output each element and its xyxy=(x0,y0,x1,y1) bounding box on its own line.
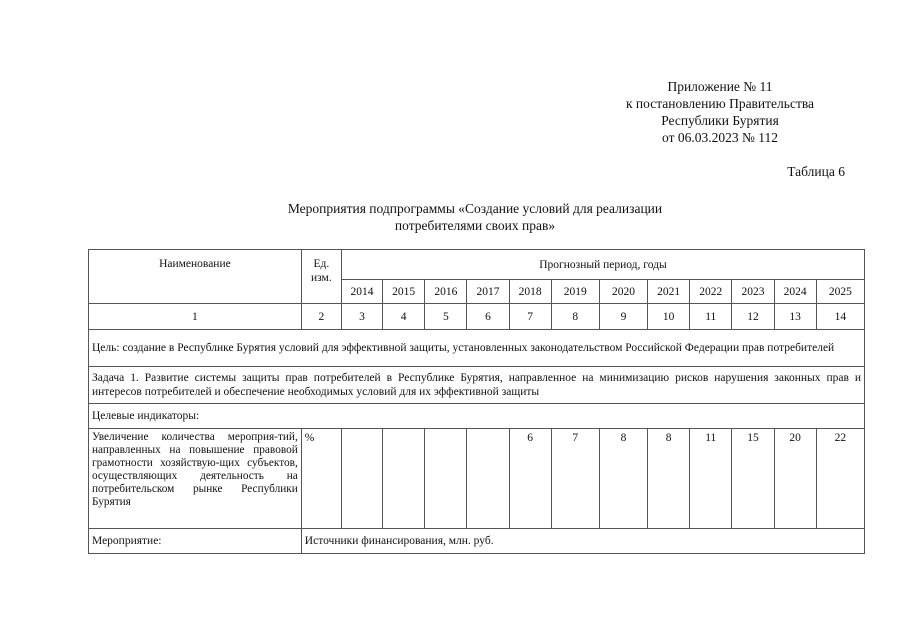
year-cell: 2016 xyxy=(425,280,467,304)
indicator-value: 20 xyxy=(774,429,816,529)
table-label: Таблица 6 xyxy=(787,164,845,179)
year-cell: 2015 xyxy=(383,280,425,304)
column-number: 2 xyxy=(301,304,341,330)
indicators-label: Целевые индикаторы: xyxy=(89,404,865,429)
year-cell: 2020 xyxy=(599,280,647,304)
appendix-resolution: к постановлению Правительства xyxy=(625,96,815,111)
appendix-block xyxy=(600,78,840,146)
appendix-date: от 06.03.2023 № 112 xyxy=(662,130,778,145)
task-text: Задача 1. Развитие системы защиты прав потребителей в Республике Бурятия, направленное на минимизацию рисков нарушения законных прав и интересов потребителей и обеспечение необходимых условий для их эффективной защиты xyxy=(89,367,865,404)
financing-label: Источники финансирования, млн. руб. xyxy=(301,529,864,554)
column-number: 12 xyxy=(732,304,774,330)
column-numbers-row xyxy=(89,304,865,330)
year-cell: 2019 xyxy=(551,280,599,304)
indicator-value: 8 xyxy=(648,429,690,529)
document-title xyxy=(215,200,735,234)
indicator-unit: % xyxy=(301,429,341,529)
column-number: 8 xyxy=(551,304,599,330)
column-number: 6 xyxy=(467,304,509,330)
indicator-value: 11 xyxy=(690,429,732,529)
goal-text: Цель: создание в Республике Бурятия условий для эффективной защиты, установленных законодательством Российской Федерации прав потребителей xyxy=(89,330,865,367)
header-row xyxy=(89,250,865,280)
column-number: 7 xyxy=(509,304,551,330)
year-cell: 2017 xyxy=(467,280,509,304)
measure-label: Мероприятие: xyxy=(89,529,302,554)
indicator-value xyxy=(383,429,425,529)
goal-row xyxy=(89,330,865,367)
column-number: 14 xyxy=(816,304,864,330)
indicator-value xyxy=(425,429,467,529)
indicator-value: 6 xyxy=(509,429,551,529)
indicator-value: 15 xyxy=(732,429,774,529)
measures-table xyxy=(88,249,865,554)
document-title-line-2: потребителями своих прав» xyxy=(394,218,556,233)
column-number: 13 xyxy=(774,304,816,330)
header-name: Наименование xyxy=(89,250,302,304)
column-number: 3 xyxy=(341,304,382,330)
indicator-value xyxy=(341,429,382,529)
header-unit: Ед. изм. xyxy=(301,250,341,304)
appendix-republic: Республики Бурятия xyxy=(661,113,779,128)
document-title-line-1: Мероприятия подпрограммы «Создание условий для реализации xyxy=(287,201,663,216)
indicators-label-row xyxy=(89,404,865,429)
year-cell: 2025 xyxy=(816,280,864,304)
appendix-number: Приложение № 11 xyxy=(667,79,773,94)
task-row xyxy=(89,367,865,404)
header-period: Прогнозный период, годы xyxy=(341,250,864,280)
measure-row xyxy=(89,529,865,554)
year-cell: 2023 xyxy=(732,280,774,304)
indicator-value xyxy=(467,429,509,529)
year-cell: 2024 xyxy=(774,280,816,304)
indicator-value: 7 xyxy=(551,429,599,529)
indicator-value: 8 xyxy=(599,429,647,529)
column-number: 1 xyxy=(89,304,302,330)
year-cell: 2014 xyxy=(341,280,382,304)
year-cell: 2022 xyxy=(690,280,732,304)
column-number: 5 xyxy=(425,304,467,330)
column-number: 11 xyxy=(690,304,732,330)
column-number: 10 xyxy=(648,304,690,330)
column-number: 9 xyxy=(599,304,647,330)
column-number: 4 xyxy=(383,304,425,330)
year-cell: 2018 xyxy=(509,280,551,304)
indicator-name: Увеличение количества мероприя-тий, направленных на повышение правовой грамотности хозяйствую-щих субъектов, осуществляющих деятельность на потребительском рынке Республики Бурятия xyxy=(89,429,302,529)
indicator-row xyxy=(89,429,865,529)
indicator-value: 22 xyxy=(816,429,864,529)
year-cell: 2021 xyxy=(648,280,690,304)
